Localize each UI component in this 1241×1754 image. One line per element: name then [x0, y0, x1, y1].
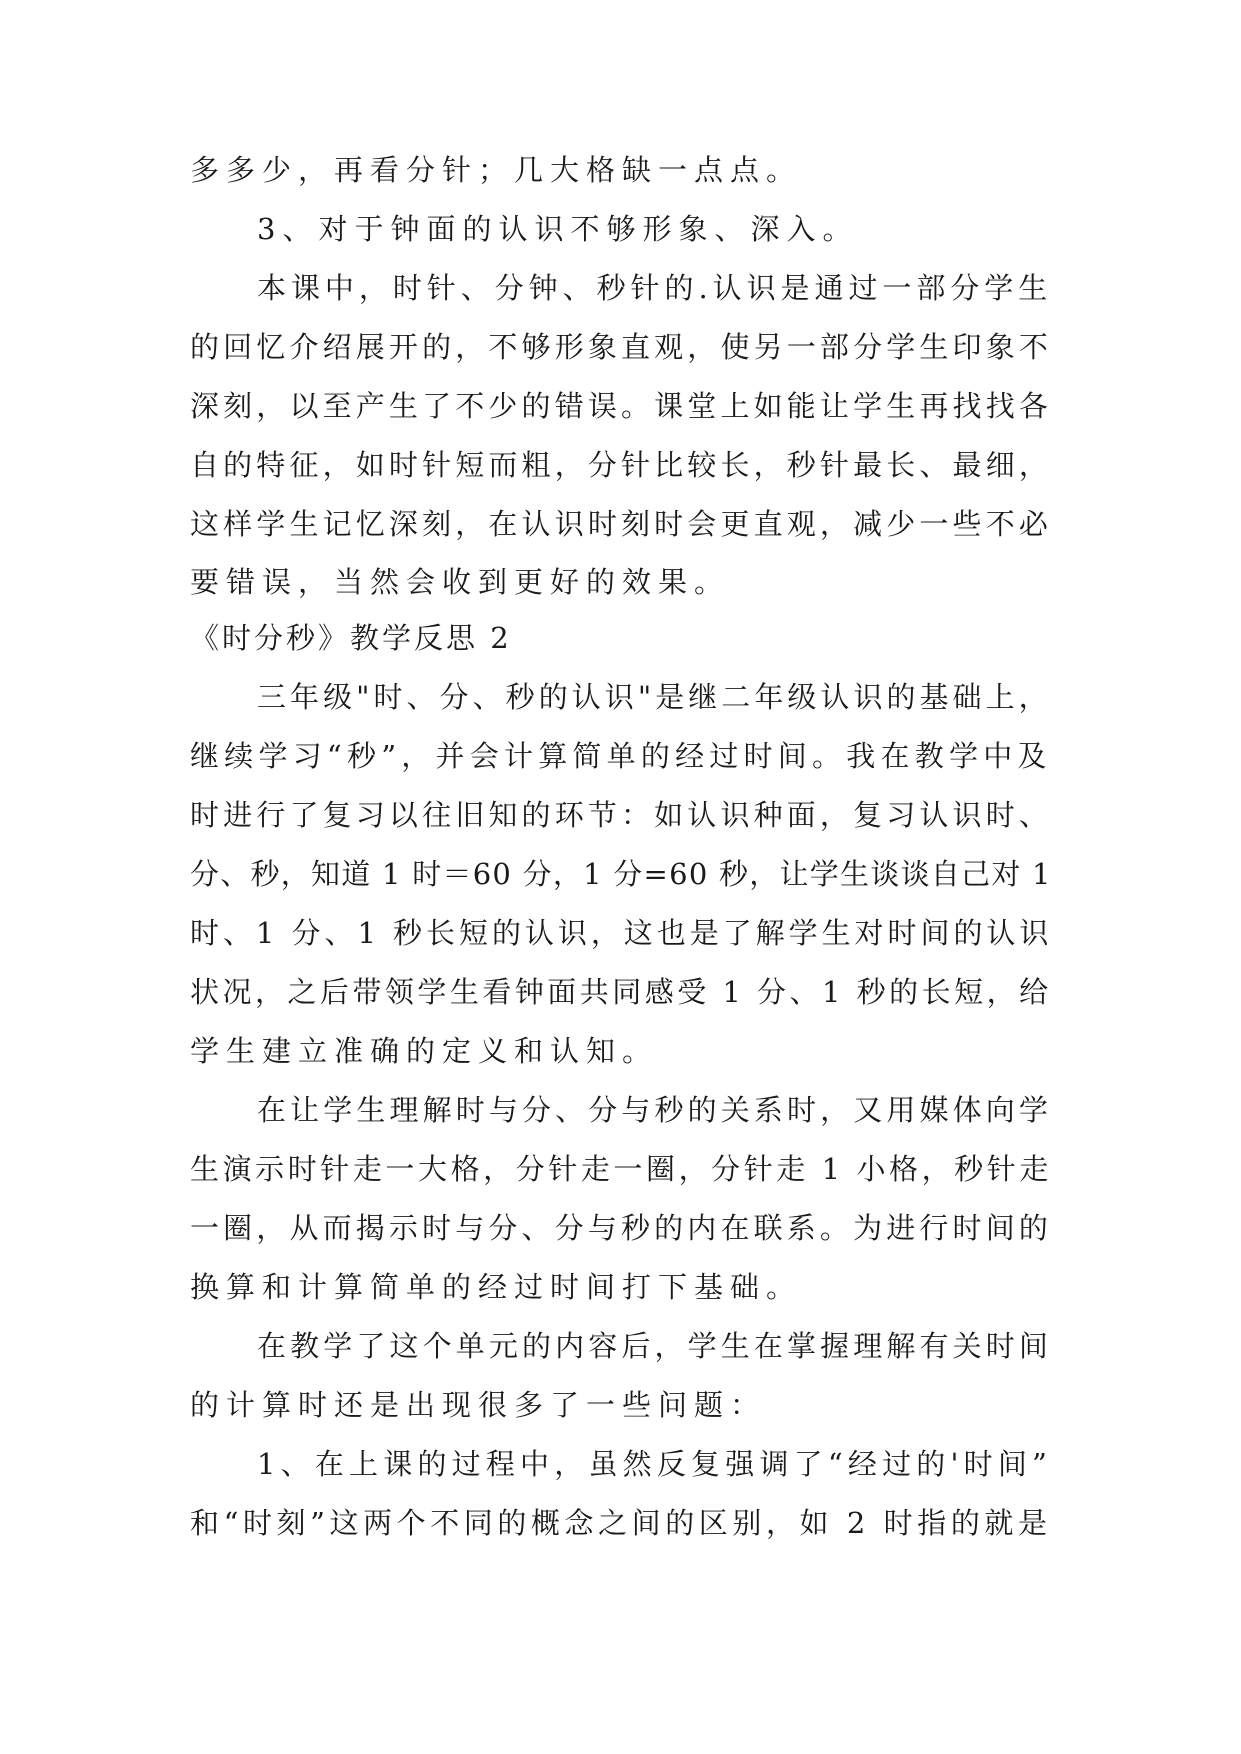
text-line: 深刻，以至产生了不少的错误。课堂上如能让学生再找找各: [190, 389, 1053, 423]
text-line: 分、秒，知道 1 时＝60 分，1 分=60 秒，让学生谈谈自己对 1: [190, 857, 1052, 891]
text-line: 在让学生理解时与分、分与秒的关系时，又用媒体向学: [257, 1093, 1053, 1127]
text-line: 多多少，再看分针；几大格缺一点点。: [190, 153, 803, 187]
text-line: 1、在上课的过程中，虽然反复强调了“经过的'时间”: [257, 1447, 1053, 1481]
text-line: 自的特征，如时针短而粗，分针比较长，秒针最长、最细，: [190, 448, 1053, 482]
text-line: 三年级"时、分、秒的认识"是继二年级认识的基础上，: [257, 680, 1052, 714]
text-line: 时进行了复习以往旧知的环节：如认识种面，复习认识时、: [190, 798, 1053, 832]
text-line: 3、对于钟面的认识不够形象、深入。: [257, 212, 859, 246]
text-line: 状况，之后带领学生看钟面共同感受 1 分、1 秒的长短，给: [190, 975, 1052, 1009]
text-line: 生演示时针走一大格，分针走一圈，分针走 1 小格，秒针走: [190, 1152, 1052, 1186]
text-line: 继续学习“秒”，并会计算简单的经过时间。我在教学中及: [190, 739, 1052, 773]
text-line: 的计算时还是出现很多了一些问题：: [190, 1388, 767, 1422]
text-line: 学生建立准确的定义和认知。: [190, 1034, 659, 1068]
text-line: 一圈，从而揭示时与分、分与秒的内在联系。为进行时间的: [190, 1211, 1053, 1245]
text-line: 本课中，时针、分钟、秒针的.认识是通过一部分学生: [257, 271, 1053, 305]
text-line: 要错误，当然会收到更好的效果。: [190, 565, 731, 599]
text-line: 的回忆介绍展开的，不够形象直观，使另一部分学生印象不: [190, 330, 1053, 364]
text-line: 和“时刻”这两个不同的概念之间的区别，如 2 时指的就是: [190, 1506, 1052, 1540]
text-line: 换算和计算简单的经过时间打下基础。: [190, 1270, 803, 1304]
text-line: 时、1 分、1 秒长短的认识，这也是了解学生对时间的认识: [190, 916, 1053, 950]
text-line: 在教学了这个单元的内容后，学生在掌握理解有关时间: [257, 1329, 1053, 1363]
text-line: 这样学生记忆深刻，在认识时刻时会更直观，减少一些不必: [190, 507, 1053, 541]
section-heading: 《时分秒》教学反思 2: [190, 621, 512, 655]
